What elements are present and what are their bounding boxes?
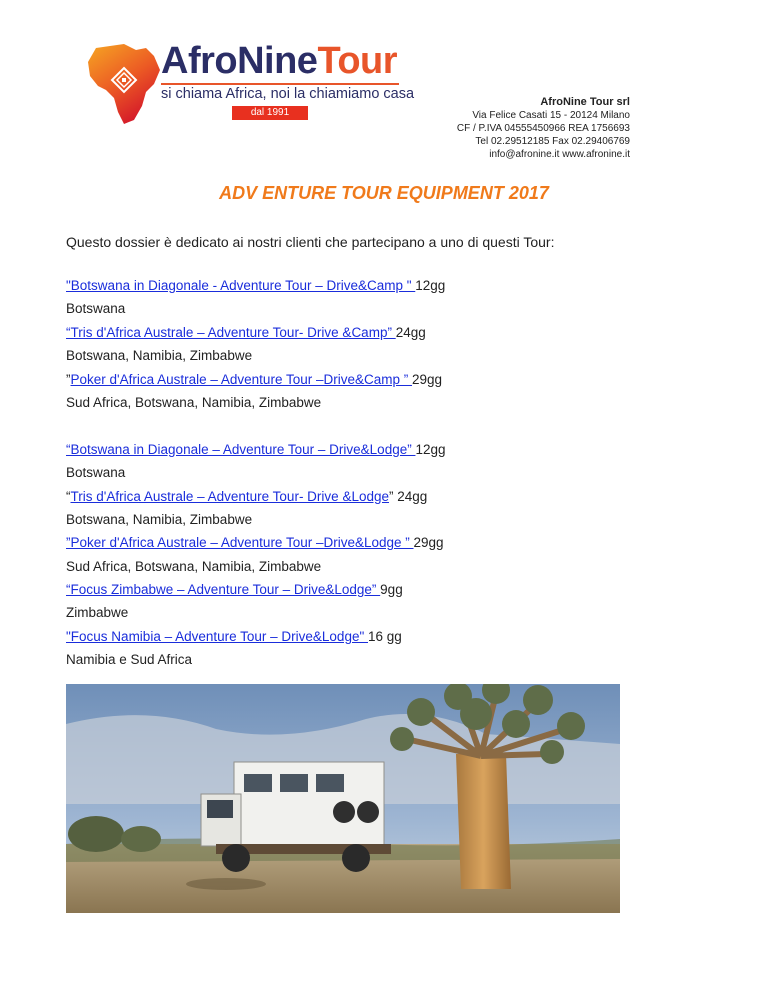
tour-duration: 12gg: [415, 278, 446, 293]
tour-duration: 12gg: [415, 441, 446, 457]
tour-line: [66, 438, 446, 461]
company-phone: Tel 02.29512185 Fax 02.29406769: [475, 136, 630, 147]
tour-countries: Botswana: [66, 301, 126, 317]
tour-countries: Namibia e Sud Africa: [66, 652, 193, 668]
since-badge: dal 1991: [232, 106, 308, 120]
company-address: Via Felice Casati 15 - 20124 Milano: [472, 110, 630, 121]
tour-duration: 29gg: [413, 535, 444, 551]
tour-countries: Sud Africa, Botswana, Namibia, Zimbabwe: [66, 558, 322, 574]
tour-countries: Botswana, Namibia, Zimbabwe: [66, 511, 253, 527]
section-gap: [66, 414, 446, 437]
tour-line: [66, 274, 446, 297]
tour-prefix: ”: [66, 371, 71, 387]
tour-countries: Sud Africa, Botswana, Namibia, Zimbabwe: [66, 394, 322, 410]
company-tax: CF / P.IVA 04555450966 REA 1756693: [456, 123, 630, 134]
tour-line: [66, 368, 446, 391]
company-name: AfroNine Tour srl: [540, 96, 630, 108]
brand-main: AfroNine: [161, 40, 318, 82]
tour-countries: Botswana: [66, 465, 126, 481]
tour-duration: ” 24gg: [388, 488, 428, 504]
tour-countries: Botswana, Namibia, Zimbabwe: [66, 348, 253, 364]
company-info: [457, 96, 630, 161]
tour-link-namibia-lodge[interactable]: "Focus Namibia – Adventure Tour – Drive&Lodge": [66, 628, 368, 644]
tour-link-tris-lodge[interactable]: Tris d'Africa Australe – Adventure Tour- Drive &Lodge: [70, 488, 389, 504]
tour-prefix: “: [66, 488, 71, 504]
tour-line: [66, 485, 446, 508]
document-title: ADV ENTURE TOUR EQUIPMENT 2017: [219, 183, 549, 203]
tour-line: [66, 625, 446, 648]
tour-duration: 16 gg: [368, 628, 402, 644]
tour-duration: 24gg: [395, 324, 426, 340]
tour-link-botswana-lodge[interactable]: “Botswana in Diagonale – Adventure Tour – Drive&Lodge”: [66, 441, 416, 457]
tour-link-tris-camp[interactable]: “Tris d'Africa Australe – Adventure Tour- Drive &Camp”: [66, 324, 396, 340]
intro-text: Questo dossier è dedicato ai nostri clienti che partecipano a uno di questi Tour:: [66, 234, 555, 250]
tour-line: [66, 321, 446, 344]
tour-duration: 29gg: [412, 371, 443, 387]
brand-divider: [161, 83, 399, 85]
brand-tagline: si chiama Africa, noi la chiamiamo casa: [161, 86, 415, 102]
tour-line: [66, 531, 446, 554]
tour-link-poker-camp[interactable]: Poker d'Africa Australe – Adventure Tour –Drive&Camp ”: [70, 371, 412, 387]
tour-link-botswana-camp[interactable]: "Botswana in Diagonale - Adventure Tour – Drive&Camp ": [66, 278, 416, 293]
tour-line: [66, 578, 446, 601]
brand-name: [161, 40, 397, 83]
safari-truck-photo: [66, 684, 620, 913]
brand-accent: Tour: [317, 40, 398, 82]
tour-list: [66, 274, 446, 672]
tour-link-zimbabwe-lodge[interactable]: “Focus Zimbabwe – Adventure Tour – Drive&Lodge”: [66, 582, 381, 598]
tour-duration: 9gg: [380, 582, 403, 598]
tour-link-poker-lodge[interactable]: ”Poker d'Africa Australe – Adventure Tour –Drive&Lodge ”: [66, 535, 414, 551]
tour-countries: Zimbabwe: [66, 605, 129, 621]
company-web: info@afronine.it www.afronine.it: [489, 149, 630, 160]
